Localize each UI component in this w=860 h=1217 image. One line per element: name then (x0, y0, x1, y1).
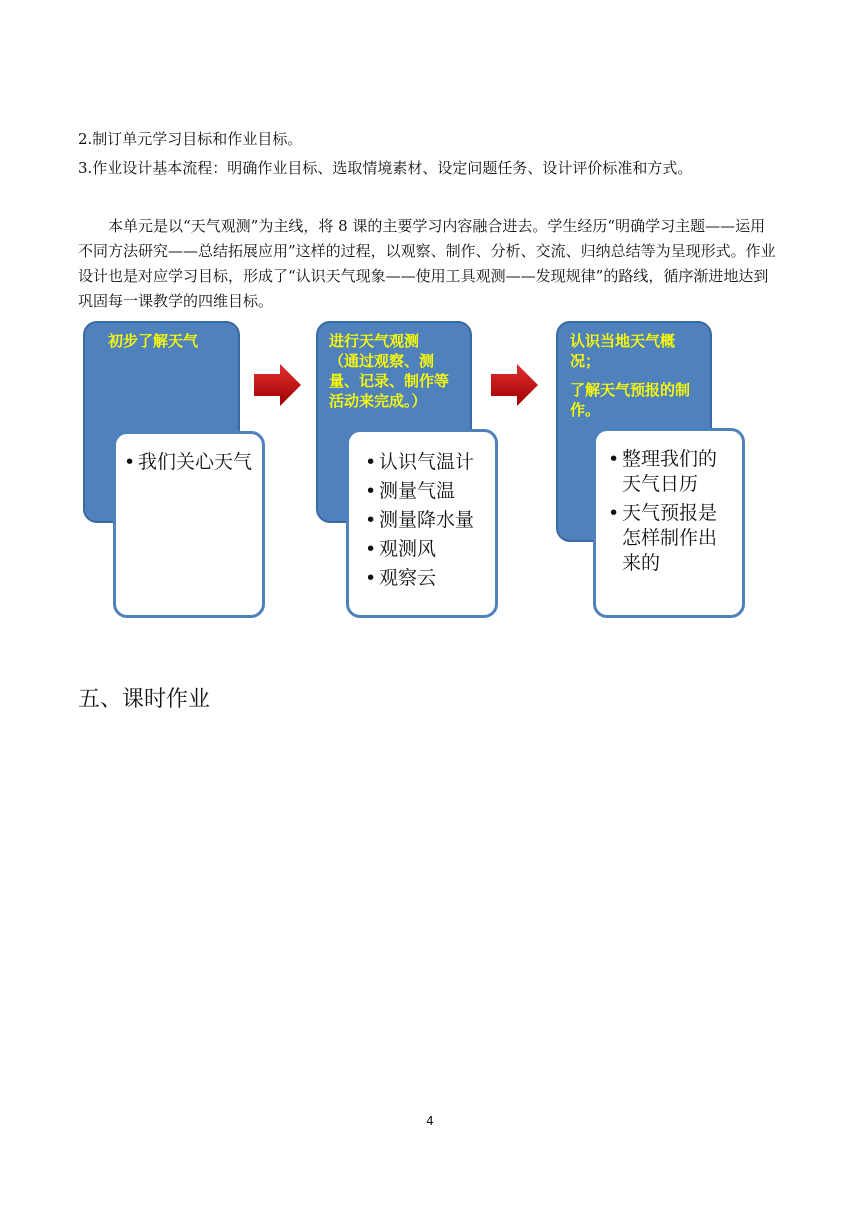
step2-note: （通过观察、测量、记录、制作等活动来完成。） (329, 352, 450, 410)
step2-item: • 观察云 (363, 566, 487, 591)
intro-paragraph: 本单元是以“天气观测”为主线，将 8 课的主要学习内容融合进去。学生经历“明确学习主题——运用不同方法研究——总结拓展应用”这样的过程，以观察、制作、分析、交流、归纳总结等为呈现形式。作业设计也是对应学习目标，形成了“认识天气现象——使用工具观测——发现规律”的路线，循序渐进地达到巩固每一课教学的四维目标。 (78, 217, 776, 310)
step1-list (122, 450, 252, 475)
arrow-right-icon (254, 364, 302, 406)
step3-list-card (593, 428, 745, 618)
step2-item: • 认识气温计 (363, 450, 487, 475)
section-heading: 五、课时作业 (78, 687, 211, 712)
step1-item: • 我们关心天气 (122, 450, 252, 475)
step2-list-card (346, 429, 498, 618)
step2-item: • 观测风 (363, 537, 487, 562)
step1-list-card (113, 431, 265, 618)
step3-title: 认识当地天气概况； (570, 332, 676, 370)
step2-title: 进行天气观测 (329, 332, 420, 350)
step2-list (363, 450, 487, 591)
step3-title2: 了解天气预报的制作。 (570, 381, 691, 419)
page-number: 4 (426, 1114, 434, 1128)
step2-item: • 测量降水量 (363, 508, 487, 533)
step2-item: • 测量气温 (363, 479, 487, 504)
step-2-line: 2.制订单元学习目标和作业目标。 (78, 130, 303, 148)
step3-item: • 整理我们的天气日历 (606, 447, 734, 497)
step1-title: 初步了解天气 (108, 332, 199, 350)
step-3-line: 3.作业设计基本流程：明确作业目标、选取情境素材、设定问题任务、设计评价标准和方式。 (78, 159, 693, 177)
step3-item: • 天气预报是怎样制作出来的 (606, 501, 734, 576)
step3-list (606, 447, 734, 576)
arrow-right-icon (491, 364, 539, 406)
